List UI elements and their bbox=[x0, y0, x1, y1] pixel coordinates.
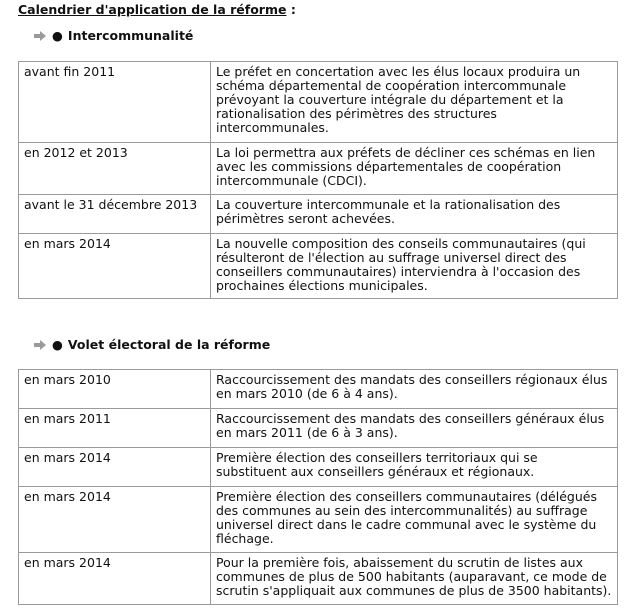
table-row bbox=[19, 553, 618, 605]
row-date: avant fin 2011 bbox=[19, 62, 211, 143]
row-date: en 2012 et 2013 bbox=[19, 143, 211, 195]
page-title-text: Calendrier d'application de la réforme bbox=[18, 2, 287, 17]
row-text: La loi permettra aux préfets de décliner ces schémas en lien avec les commissions départementales de coopération intercommunale (CDCI). bbox=[211, 143, 618, 195]
row-text: Raccourcissement des mandats des conseillers généraux élus en mars 2011 (de 6 à 3 ans). bbox=[211, 409, 618, 448]
table-row bbox=[19, 143, 618, 195]
table-row bbox=[19, 195, 618, 234]
row-text: Pour la première fois, abaissement du scrutin de listes aux communes de plus de 500 habitants (auparavant, ce mode de scrutin s'appliquait aux communes de plus de 3500 habitants). bbox=[211, 553, 618, 605]
row-date: en mars 2014 bbox=[19, 553, 211, 605]
row-date: en mars 2014 bbox=[19, 448, 211, 487]
table-row bbox=[19, 409, 618, 448]
bullet-icon: ● bbox=[52, 337, 63, 352]
page-title-suffix: : bbox=[286, 2, 296, 17]
arrow-right-icon bbox=[34, 31, 46, 41]
table-volet-electoral bbox=[18, 369, 618, 605]
table-row bbox=[19, 487, 618, 553]
row-text: Le préfet en concertation avec les élus locaux produira un schéma départemental de coopération intercommunale prévoyant la couverture intégrale du département et la rationalisation des périmètres des structures intercommunales. bbox=[211, 62, 618, 143]
page-title bbox=[18, 2, 296, 18]
row-date: en mars 2014 bbox=[19, 234, 211, 299]
row-date: avant le 31 décembre 2013 bbox=[19, 195, 211, 234]
row-text: Raccourcissement des mandats des conseillers régionaux élus en mars 2010 (de 6 à 4 ans). bbox=[211, 370, 618, 409]
row-text: Première élection des conseillers territoriaux qui se substituent aux conseillers généraux et régionaux. bbox=[211, 448, 618, 487]
section-heading-volet-electoral bbox=[34, 337, 270, 353]
row-text: Première élection des conseillers communautaires (délégués des communes au sein des intercommunalités) au suffrage universel direct dans le cadre communal avec le système du fléchage. bbox=[211, 487, 618, 553]
section-heading-label: Volet électoral de la réforme bbox=[67, 337, 271, 352]
row-text: La nouvelle composition des conseils communautaires (qui résulteront de l'élection au suffrage universel direct des conseillers communautaires) interviendra à l'occasion des prochaines élections municipales. bbox=[211, 234, 618, 299]
section-heading-intercommunalite bbox=[34, 28, 193, 44]
table-row bbox=[19, 370, 618, 409]
row-date: en mars 2014 bbox=[19, 487, 211, 553]
row-date: en mars 2010 bbox=[19, 370, 211, 409]
bullet-icon: ● bbox=[52, 28, 63, 43]
table-row bbox=[19, 234, 618, 299]
row-date: en mars 2011 bbox=[19, 409, 211, 448]
arrow-right-icon bbox=[34, 340, 46, 350]
table-row bbox=[19, 62, 618, 143]
table-intercommunalite bbox=[18, 61, 618, 299]
table-row bbox=[19, 448, 618, 487]
section-heading-label: Intercommunalité bbox=[67, 28, 194, 43]
row-text: La couverture intercommunale et la rationalisation des périmètres seront achevées. bbox=[211, 195, 618, 234]
